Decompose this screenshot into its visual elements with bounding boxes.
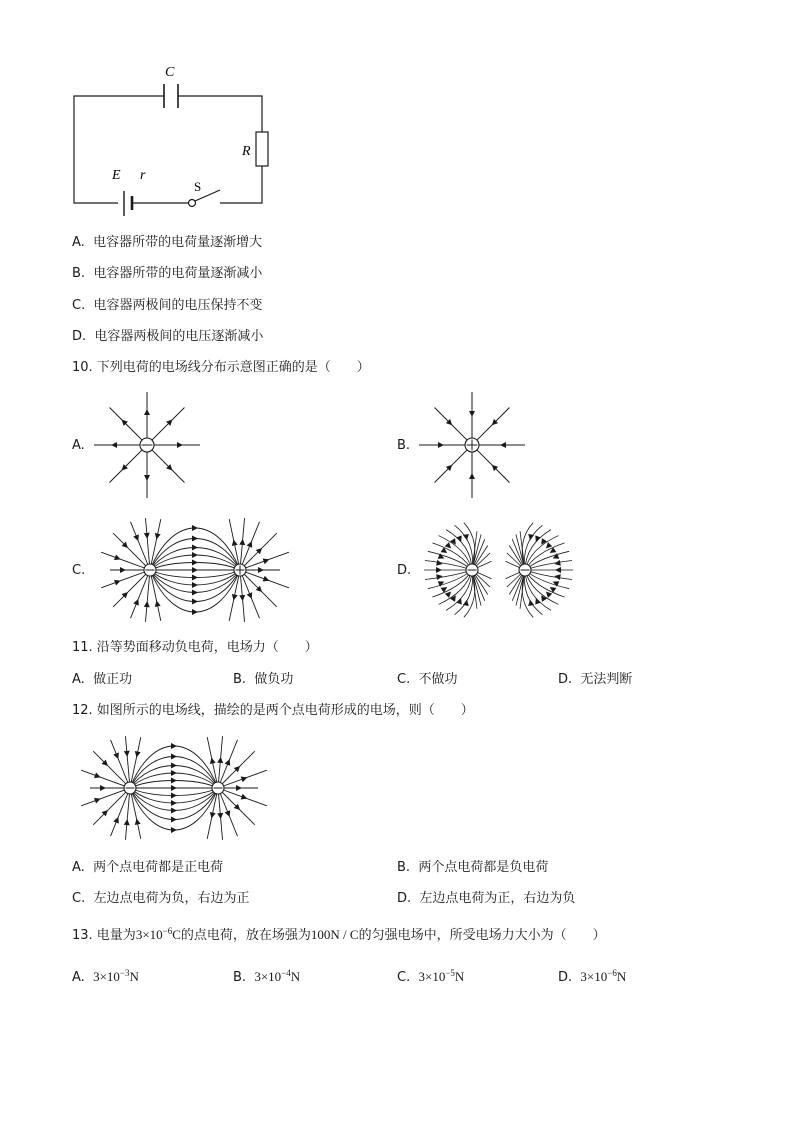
field-arrow [171, 808, 177, 814]
field-arrow [100, 785, 106, 791]
field-arrow [535, 535, 541, 542]
field-line [111, 788, 130, 836]
field-line [150, 548, 240, 571]
q12-option-a[interactable]: A. 两个点电荷都是正电荷 [72, 860, 224, 875]
field-arrow [171, 785, 177, 791]
field-line [145, 570, 150, 622]
field-arrow [445, 592, 451, 598]
field-line [130, 788, 218, 811]
field-arrow [469, 411, 475, 417]
field-arrow [171, 763, 177, 769]
field-arrow [469, 473, 475, 479]
field-arrow [177, 442, 183, 448]
field-line [150, 570, 161, 621]
field-arrow [217, 757, 223, 763]
q10-stem: 10. 下列电荷的电场线分布示意图正确的是（ ） [72, 360, 370, 375]
q10-label-c[interactable]: C. [72, 563, 86, 578]
field-line [130, 788, 141, 839]
field-arrow [171, 800, 177, 806]
field-line [113, 533, 150, 570]
field-arrow [192, 525, 198, 531]
field-arrow [236, 785, 242, 791]
field-arrow [555, 567, 561, 573]
field-arrow [232, 539, 238, 545]
field-arrow [192, 552, 198, 558]
field-arrow [171, 754, 177, 760]
field-arrow [144, 601, 150, 607]
field-arrow [239, 539, 245, 545]
field-arrow [456, 598, 462, 605]
field-arrow [210, 812, 216, 818]
q12-option-d[interactable]: D. 左边点电荷为正，右边为负 [397, 891, 576, 906]
q12-figure-dipole [72, 728, 282, 848]
field-line [525, 551, 569, 570]
internal-resistance-label: r [140, 168, 146, 183]
field-line [81, 788, 130, 806]
field-line [428, 570, 472, 589]
field-arrow [232, 594, 238, 600]
emf-label: E [112, 168, 121, 183]
q10-figure-b-positive-charge [417, 390, 527, 500]
field-line [131, 522, 150, 570]
field-arrow [546, 592, 552, 598]
field-line [130, 766, 218, 789]
field-arrow [463, 534, 469, 540]
field-line [113, 570, 150, 607]
field-line [110, 450, 143, 483]
field-arrow [192, 609, 198, 615]
field-line [525, 570, 569, 589]
field-arrow [192, 545, 198, 551]
field-arrow [171, 827, 177, 833]
field-line [81, 770, 130, 788]
field-arrow [192, 567, 198, 573]
field-arrow [436, 567, 442, 573]
q11-option-a[interactable]: A. 做正功 [72, 672, 133, 687]
q9-option-c[interactable]: C. 电容器两极间的电压保持不变 [72, 298, 263, 313]
field-arrow [192, 536, 198, 542]
q10-figure-c-dipole [92, 510, 302, 630]
field-line [145, 518, 150, 570]
field-arrow [445, 542, 451, 548]
field-arrow [124, 751, 130, 757]
q10-figure-a-negative-charge [92, 390, 202, 500]
q12-stem: 12. 如图所示的电场线，描绘的是两个点电荷形成的电场，则（ ） [72, 703, 474, 718]
field-line [152, 408, 185, 441]
field-arrow [144, 533, 150, 539]
field-line [111, 740, 130, 788]
q12-option-b[interactable]: B. 两个点电荷都是负电荷 [397, 860, 549, 875]
field-arrow [535, 598, 541, 605]
q11-stem: 11. 沿等势面移动负电荷，电场力（ ） [72, 640, 318, 655]
field-line [130, 737, 141, 788]
field-arrow [144, 409, 150, 415]
q9-option-b[interactable]: B. 电容器所带的电荷量逐渐减小 [72, 266, 263, 281]
field-line [93, 788, 130, 825]
field-line [101, 552, 150, 570]
q13-option-b[interactable]: B. $3\times 10^{-4}N$ [233, 968, 301, 985]
field-arrow [171, 793, 177, 799]
field-line [125, 736, 130, 788]
field-line [101, 570, 150, 588]
field-arrow [144, 475, 150, 481]
q12-option-c[interactable]: C. 左边点电荷为负，右边为正 [72, 891, 250, 906]
field-arrow [135, 819, 141, 825]
field-arrow [192, 599, 198, 605]
field-arrow [171, 743, 177, 749]
switch-label: S [194, 179, 202, 194]
field-arrow [500, 442, 506, 448]
field-line [150, 570, 240, 593]
field-arrow [192, 575, 198, 581]
q13-stem: 13. 电量为$3\times 10^{-6}C$的点电荷，放在场强为100N / C的匀强电场中，所受电场力大小为（ ） [72, 926, 606, 943]
field-arrow [210, 757, 216, 763]
field-arrow [124, 819, 130, 825]
q10-label-d[interactable]: D. [397, 563, 412, 578]
field-line [125, 788, 130, 840]
resistor-label: R [242, 144, 251, 159]
q13-field-value: 100N / C [310, 927, 359, 942]
field-arrow [111, 442, 117, 448]
field-arrow [155, 533, 161, 539]
q10-label-b[interactable]: B. [397, 438, 411, 453]
q11-option-d[interactable]: D. 无法判断 [558, 672, 633, 687]
q13-option-d[interactable]: D. $3\times 10^{-6}N$ [558, 968, 627, 985]
q11-option-c[interactable]: C. 不做功 [397, 672, 458, 687]
field-arrow [239, 595, 245, 601]
field-line [152, 450, 185, 483]
field-arrow [171, 817, 177, 823]
field-arrow [135, 751, 141, 757]
field-arrow [155, 601, 161, 607]
capacitor-label: C [165, 65, 175, 80]
field-arrow [438, 442, 444, 448]
q11-option-b[interactable]: B. 做负功 [233, 672, 294, 687]
q9-option-a[interactable]: A. 电容器所带的电荷量逐渐增大 [72, 235, 263, 250]
field-arrow [217, 813, 223, 819]
q13-option-a[interactable]: A. $3\times 10^{-3}N$ [72, 968, 139, 985]
circuit-diagram [60, 58, 280, 223]
field-arrow [528, 600, 534, 606]
q10-label-a[interactable]: A. [72, 438, 85, 453]
field-arrow [171, 778, 177, 784]
q13-charge-value: $3\times 10^{-6}C$ [135, 926, 181, 942]
field-arrow [171, 770, 177, 776]
field-arrow [192, 582, 198, 588]
field-arrow [546, 542, 552, 548]
q13-option-c[interactable]: C. $3\times 10^{-5}N$ [397, 968, 465, 985]
field-line [93, 751, 130, 788]
q9-option-d[interactable]: D. 电容器两极间的电压逐渐减小 [72, 329, 264, 344]
field-line [131, 570, 150, 618]
field-line [150, 519, 161, 570]
field-arrow [258, 567, 264, 573]
q10-figure-d-like-charges [417, 515, 582, 625]
field-arrow [192, 560, 198, 566]
field-line [428, 551, 472, 570]
field-arrow [120, 567, 126, 573]
field-line [110, 408, 143, 441]
field-arrow [192, 590, 198, 596]
field-arrow [456, 535, 462, 542]
